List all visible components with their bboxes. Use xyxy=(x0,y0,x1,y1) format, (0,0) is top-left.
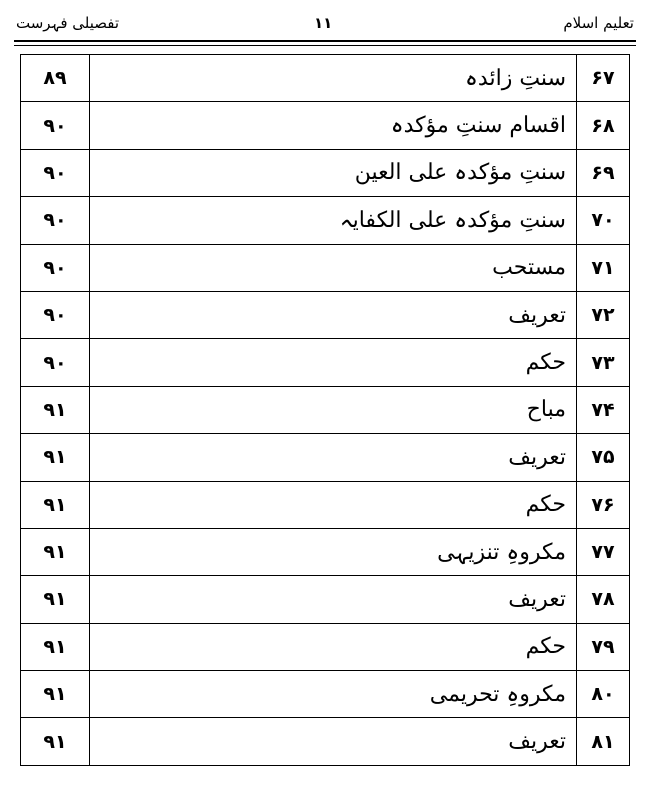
entry-number: ۷۸ xyxy=(577,576,630,623)
entry-number: ۷۷ xyxy=(577,528,630,575)
entry-number: ۷۶ xyxy=(577,481,630,528)
table-row xyxy=(21,244,630,291)
entry-title: تعریف xyxy=(90,434,577,481)
table-row xyxy=(21,576,630,623)
table-row xyxy=(21,102,630,149)
entry-number: ۸۰ xyxy=(577,671,630,718)
index-table xyxy=(20,54,630,766)
page-ref: ۹۰ xyxy=(21,339,90,386)
page-ref: ۹۱ xyxy=(21,576,90,623)
page-ref: ۹۰ xyxy=(21,197,90,244)
page-number: ۱۱ xyxy=(314,14,333,32)
book-title: تعلیم اسلام xyxy=(563,14,634,32)
entry-title: تعریف xyxy=(90,576,577,623)
entry-title: سنتِ مؤکدہ علی العین xyxy=(90,149,577,196)
page-ref: ۹۱ xyxy=(21,671,90,718)
entry-number: ۷۴ xyxy=(577,386,630,433)
entry-number: ۷۳ xyxy=(577,339,630,386)
page-ref: ۹۰ xyxy=(21,149,90,196)
table-row xyxy=(21,434,630,481)
table-row xyxy=(21,386,630,433)
section-title: تفصیلی فہرست xyxy=(16,14,120,32)
entry-title: تعریف xyxy=(90,291,577,338)
table-row xyxy=(21,481,630,528)
table-row xyxy=(21,623,630,670)
entry-number: ۷۱ xyxy=(577,244,630,291)
page-ref: ۹۱ xyxy=(21,434,90,481)
page-ref: ۹۰ xyxy=(21,244,90,291)
entry-number: ۸۱ xyxy=(577,718,630,765)
entry-number: ۷۹ xyxy=(577,623,630,670)
page-ref: ۹۰ xyxy=(21,102,90,149)
entry-number: ۶۸ xyxy=(577,102,630,149)
entry-number: ۶۹ xyxy=(577,149,630,196)
page-ref: ۸۹ xyxy=(21,55,90,102)
entry-number: ۶۷ xyxy=(577,55,630,102)
page-ref: ۹۱ xyxy=(21,481,90,528)
table-row xyxy=(21,149,630,196)
entry-title: اقسام سنتِ مؤکدہ xyxy=(90,102,577,149)
table-row xyxy=(21,55,630,102)
page-ref: ۹۰ xyxy=(21,291,90,338)
entry-title: حکم xyxy=(90,481,577,528)
table-row xyxy=(21,197,630,244)
entry-number: ۷۰ xyxy=(577,197,630,244)
page-ref: ۹۱ xyxy=(21,386,90,433)
page-header xyxy=(14,6,636,38)
table-row xyxy=(21,339,630,386)
entry-title: سنتِ زائدہ xyxy=(90,55,577,102)
table-row xyxy=(21,718,630,765)
entry-title: حکم xyxy=(90,623,577,670)
header-rule-thin xyxy=(14,45,636,46)
entry-number: ۷۵ xyxy=(577,434,630,481)
entry-title: مباح xyxy=(90,386,577,433)
entry-title: مستحب xyxy=(90,244,577,291)
entry-title: تعریف xyxy=(90,718,577,765)
page-ref: ۹۱ xyxy=(21,528,90,575)
header-rule-thick xyxy=(14,40,636,42)
entry-title: حکم xyxy=(90,339,577,386)
page-ref: ۹۱ xyxy=(21,623,90,670)
entry-title: مکروہِ تنزیہی xyxy=(90,528,577,575)
entry-number: ۷۲ xyxy=(577,291,630,338)
entry-title: سنتِ مؤکدہ علی الکفایہ xyxy=(90,197,577,244)
table-row xyxy=(21,291,630,338)
page-ref: ۹۱ xyxy=(21,718,90,765)
table-row xyxy=(21,671,630,718)
table-row xyxy=(21,528,630,575)
entry-title: مکروہِ تحریمی xyxy=(90,671,577,718)
